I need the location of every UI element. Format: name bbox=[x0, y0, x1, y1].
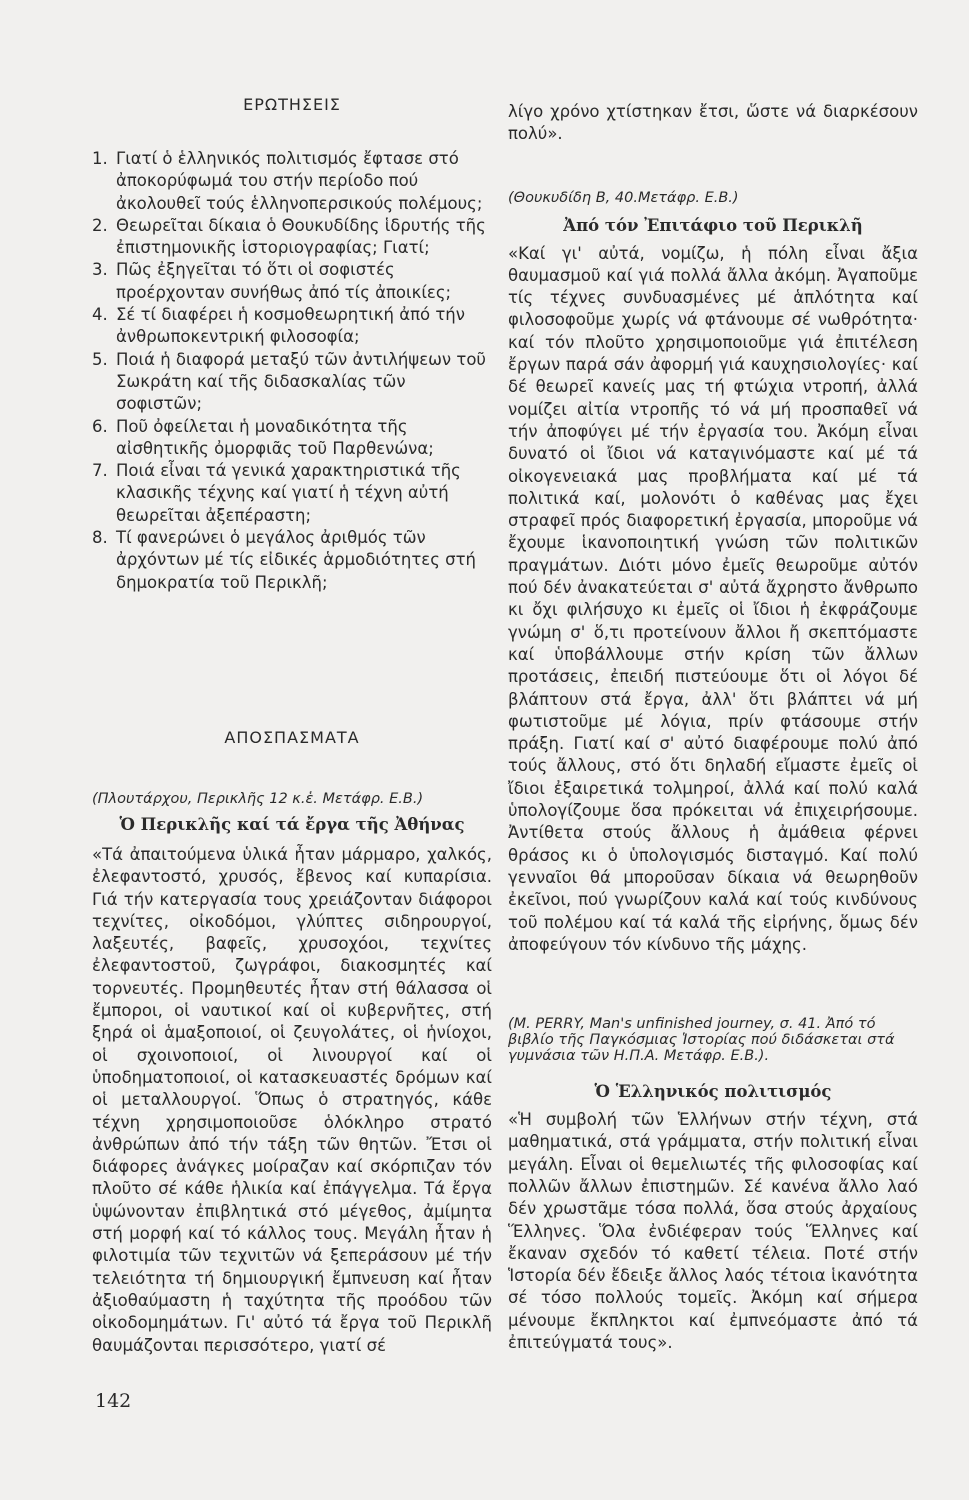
question-text: Γιατί ὁ ἑλληνικός πολιτισμός ἔφτασε στό ἀποκορύφωμά του στήν περίοδο πού ἀκολουθεῖ τούς ἑλληνοπερσικούς πολέμους; bbox=[116, 149, 483, 213]
question-item bbox=[92, 259, 492, 304]
question-item bbox=[92, 460, 492, 527]
excerpt-title: Ἀπό τόν Ἐπιτάφιο τοῦ Περικλῆ bbox=[563, 215, 863, 235]
question-text: Ποιά ἡ διαφορά μεταξύ τῶν ἀντιλήψεων τοῦ Σωκράτη καί τῆς διδασκαλίας τῶν σοφιστῶν; bbox=[116, 349, 486, 414]
excerpt-text: «Καί γι' αὐτά, νομίζω, ἡ πόλη εἶναι ἄξια θαυμασμοῦ καί γιά πολλά ἄλλα ἀκόμη. Ἀγαποῦμε τίς τέχνες συνδυασμένες μέ ἁπλότητα καί φιλοσοφοῦμε χωρίς νά φτάνουμε σέ νωθρότητα· καί τόν πλοῦτο χρησιμοποιοῦμε γιά ἐπιτέλεση ἔργων παρά σάν ἀφορμή γιά καυχησιολογίες· καί δέ θεωρεῖ κανείς μας τή φτώχια ντροπή, ἀλλά νομίζει αἰτία ντροπῆς τό νά μή προσπαθεῖ νά τήν ἀποφύγει μέ τήν ἐργασία του. Ἀκόμη εἶναι δυνατό οἱ ἴδιοι νά καταγινόμαστε καί μέ τά οἰκογενειακά μας προβλήματα καί μέ τά πολιτικά καί, μολονότι ὁ καθένας μας ἔχει στραφεῖ πρός διαφορετική ἐργασία, μποροῦμε νά ἔχουμε ἱκανοποιητική γνώση τῶν πολιτικῶν πραγμάτων. Διότι μόνο ἐμεῖς θεωροῦμε αὐτόν πού δέν ἀνακατεύεται σ' αὐτά ἄχρηστο ἄνθρωπο κι ὄχι φιλήσυχο κι ἐμεῖς οἱ ἴδιοι ἡ ἐκφράζουμε γνώμη σ' ὅ,τι προτείνουν ἄλλοι ἤ σκεπτόμαστε καί ὑποβάλλουμε στήν κρίση τῶν ἄλλων προτάσεις, ἐπειδή πιστεύουμε ὅτι οἱ λόγοι δέ βλάπτουν στά ἔργα, ἀλλ' ὅτι βλάπτει νά μή φωτιστοῦμε μέ λόγια, πρίν φτάσουμε στήν πράξη. Γιατί καί σ' αὐτό διαφέρουμε πολύ ἀπό τούς ἄλλους, στό ὅτι δηλαδή εἴμαστε ἐμεῖς οἱ ἴδιοι ἐξαιρετικά τολμηροί, ἀλλά καί πολύ καλά ὑπολογίζουμε ὅσα πρόκειται νά ἐπιχειρήσουμε. Ἀντίθετα στούς ἄλλους ἡ ἀμάθεια φέρνει θράσος κι ὁ ὑπολογισμός δισταγμό. Καί πολύ γενναῖοι θά μποροῦσαν δίκαια νά θεωρηθοῦν ἐκεῖνοι, πού γνωρίζουν καλά καί τούς κινδύνους τοῦ πολέμου καί τά καλά τῆς εἰρήνης, ὅμως δέν ἀποφεύγουν τόν κίνδυνο τῆς μάχης. bbox=[508, 243, 918, 954]
question-item bbox=[92, 148, 492, 215]
excerpts-heading: ΑΠΟΣΠΑΣΜΑΤΑ bbox=[224, 728, 360, 747]
left-column bbox=[92, 95, 492, 1355]
excerpt-text: «Ἡ συμβολή τῶν Ἑλλήνων στήν τέχνη, στά μαθηματικά, στά γράμματα, στήν πολιτική εἶναι μεγάλη. Εἶναι οἱ θεμελιωτές τῆς φιλοσοφίας καί πολλῶν ἄλλων ἐπιστημῶν. Σέ κανένα ἄλλο λαό δέν χρωστᾶμε τόσα πολλά, ὅσα στούς ἀρχαίους Ἕλληνες. Ὅλα ἐνδιέφεραν τούς Ἕλληνες καί ἔκαναν σχεδόν τό καθετί τέλεια. Ποτέ στήν Ἱστορία δέν ἔδειξε ἄλλος λαός τέτοια ἱκανότητα σέ τόσο πολλούς τομεῖς. Ἀκόμη καί σήμερα μένουμε ἔκπληκτοι καί ἐμπνεόμαστε ἀπό τά ἐπιτεύγματά τους». bbox=[508, 1110, 918, 1353]
right-column bbox=[508, 95, 918, 1354]
question-number: 8. bbox=[92, 528, 108, 548]
question-item bbox=[92, 304, 492, 349]
question-item bbox=[92, 527, 492, 594]
question-item bbox=[92, 349, 492, 416]
question-text: Τί φανερώνει ὁ μεγάλος ἀριθμός τῶν ἀρχόντων μέ τίς εἰδικές ἁρμοδιότητες στή δημοκρατία τοῦ Περικλῆ; bbox=[116, 528, 477, 592]
excerpt-text: «Τά ἀπαιτούμενα ὑλικά ἦταν μάρμαρο, χαλκός, ἐλεφαντοστό, χρυσός, ἔβενος καί κυπαρίσια. Γιά τήν κατεργασία τους χρειάζονταν διάφοροι τεχνίτες, οἰκοδόμοι, γλύπτες σιδηρουργοί, λαξευτές, βαφεῖς, χρυσοχόοι, τεχνίτες ἐλεφαντοστοῦ, ζωγράφοι, διακοσμητές καί τορνευτές. Προμηθευτές ἦταν στή θάλασσα οἱ ἔμποροι, οἱ ναυτικοί καί οἱ κυβερνῆτες, στή ξηρά οἱ ἁμαξοποιοί, οἱ ζευγολάτες, οἱ ἡνίοχοι, οἱ σχοινοποιοί, οἱ λινουργοί καί οἱ ὑποδηματοποιοί, οἱ κατασκευαστές δρόμων καί οἱ μεταλλουργοί. Ὅπως ὁ στρατηγός, κάθε τέχνη χρησιμοποιοῦσε ὁλόκληρο στρατό ἀνθρώπων ἀπό τήν τάξη τῶν θητῶν. Ἔτσι οἱ διάφορες ἀνάγκες μοίραζαν καί σκόρπιζαν τόν πλοῦτο σέ κάθε ἡλικία καί ἐπάγγελμα. Τά ἔργα ὑψώνονταν ἐπιβλητικά στό μέγεθος, ἀμίμητα στή μορφή καί τό κάλλος τους. Μεγάλη ἦταν ἡ φιλοτιμία τῶν τεχνιτῶν νά ξεπεράσουν μέ τήν τελειότητα τή δημιουργική ἔμπνευση καί ἦταν ἀξιοθαύμαστη ἡ ταχύτητα τῆς προόδου τῶν οἰκοδομημάτων. Γι' αὐτό τά ἔργα τοῦ Περικλῆ θαυμάζονται περισσότερο, γιατί σέ bbox=[92, 845, 492, 1355]
question-number: 7. bbox=[92, 461, 108, 481]
question-text: Θεωρεῖται δίκαια ὁ Θουκυδίδης ἱδρυτής τῆς ἐπιστημονικῆς ἱστοριογραφίας; Γιατί; bbox=[116, 215, 486, 258]
question-number: 5. bbox=[92, 349, 108, 369]
question-number: 2. bbox=[92, 215, 108, 235]
question-item bbox=[92, 215, 492, 260]
question-text: Ποῦ ὀφείλεται ἡ μοναδικότητα τῆς αἰσθητικῆς ὀμορφιᾶς τοῦ Παρθενώνα; bbox=[116, 416, 434, 458]
question-item bbox=[92, 416, 492, 461]
question-text: Ποιά εἶναι τά γενικά χαρακτηριστικά τῆς κλασικῆς τέχνης καί γιατί ἡ τέχνη αὐτή θεωρεῖται ἀξεπέραστη; bbox=[116, 461, 461, 525]
excerpt-title: Ὁ Ἑλληνικός πολιτισμός bbox=[594, 1082, 832, 1102]
page-number: 142 bbox=[95, 1390, 132, 1412]
excerpt-source: (Θουκυδίδη Β, 40.Μετάφρ. Ε.Β.) bbox=[508, 189, 739, 206]
questions-list bbox=[92, 148, 492, 594]
question-number: 3. bbox=[92, 260, 108, 280]
excerpt-source: (M. PERRY, Man's unfinished journey, σ. 41. Ἀπό τό βιβλίο τῆς Παγκόσμιας Ἱστορίας πού διδάσκεται στά γυμνάσια τῶν Η.Π.Α. Μετάφρ. Ε.Β.). bbox=[508, 1016, 895, 1065]
question-text: Σέ τί διαφέρει ἡ κοσμοθεωρητική ἀπό τήν ἀνθρωποκεντρική φιλοσοφία; bbox=[116, 305, 465, 347]
questions-heading: ΕΡΩΤΗΣΕΙΣ bbox=[243, 95, 341, 114]
question-number: 4. bbox=[92, 305, 108, 325]
excerpt-title: Ὁ Περικλῆς καί τά ἔργα τῆς Ἀθήνας bbox=[119, 815, 465, 834]
question-text: Πῶς ἐξηγεῖται τό ὅτι οἱ σοφιστές προέρχονταν συνήθως ἀπό τίς ἀποικίες; bbox=[116, 260, 452, 302]
continuation-text: λίγο χρόνο χτίστηκαν ἔτσι, ὥστε νά διαρκέσουν πολύ». bbox=[508, 102, 918, 144]
excerpt-source: (Πλουτάρχου, Περικλῆς 12 κ.ἑ. Μετάφρ. Ε.Β.) bbox=[92, 791, 424, 807]
question-number: 6. bbox=[92, 416, 108, 436]
excerpts-section bbox=[92, 728, 492, 1357]
question-number: 1. bbox=[92, 149, 108, 168]
